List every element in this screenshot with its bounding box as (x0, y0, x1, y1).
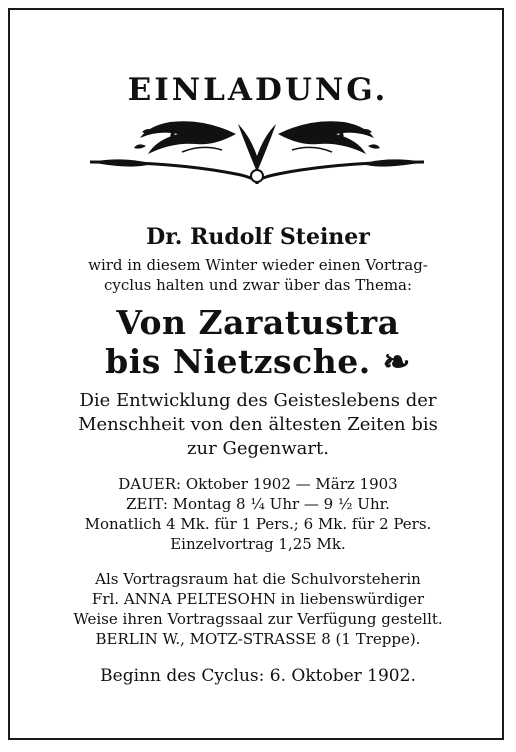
venue-line: Als Vortragsraum hat die Schulvorsteherin (95, 570, 421, 588)
single-fee-line: Einzelvortrag 1,25 Mk. (170, 535, 346, 553)
subtitle-line: Die Entwicklung des Geisteslebens der (79, 390, 437, 411)
lecture-topic: Von Zaratustra (116, 303, 400, 342)
author-name: Dr. Rudolf Steiner (146, 224, 370, 250)
lecture-topic: bis Nietzsche. ❧ (105, 342, 411, 381)
venue-line: Frl. ANNA PELTESOHN in liebenswürdiger (91, 590, 425, 608)
address-line: BERLIN W., MOTZ-STRASSE 8 (1 Treppe). (95, 630, 421, 648)
start-date: Beginn des Cyclus: 6. Oktober 1902. (100, 666, 416, 686)
intro-line: wird in diesem Winter wieder einen Vortrag- (88, 256, 428, 274)
duration-line: DAUER: Oktober 1902 — März 1903 (118, 475, 398, 493)
fee-line: Monatlich 4 Mk. für 1 Pers.; 6 Mk. für 2 Pers. (84, 515, 432, 533)
page-title: EINLADUNG. (127, 72, 389, 108)
art-nouveau-ornament (86, 112, 428, 190)
subtitle-line: Menschheit von den ältesten Zeiten bis (78, 414, 438, 435)
time-line: ZEIT: Montag 8 ¼ Uhr — 9 ½ Uhr. (126, 495, 390, 513)
venue-line: Weise ihren Vortragssaal zur Verfügung gestellt. (73, 610, 443, 628)
intro-line: cyclus halten und zwar über das Thema: (103, 276, 413, 294)
subtitle-line: zur Gegenwart. (187, 438, 329, 459)
